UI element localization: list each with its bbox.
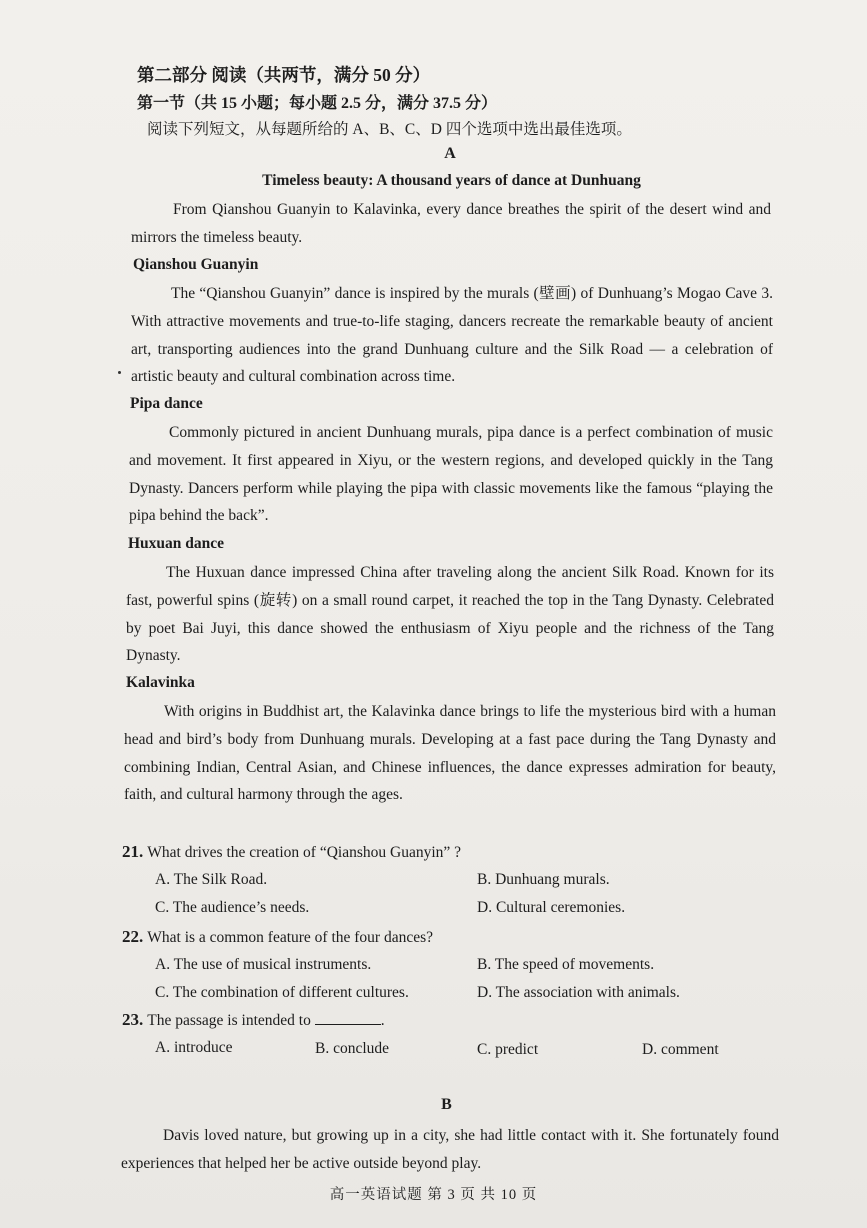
section-heading-pipa: Pipa dance [130, 395, 203, 412]
question-number: 21. [122, 842, 144, 861]
huxuan-paragraph: The Huxuan dance impressed China after traveling along the ancient Silk Road. Known for its fast, powerful spins (旋转) on a small round carpet, it reached the top in the Tang Dynasty. Celebrated by poet Bai Juyi, this dance showed the enthusiasm of Xiyu people and the richness of the Tang Dynasty. [126, 564, 774, 665]
question-stem: The passage is intended to [147, 1012, 311, 1029]
option-23-a[interactable]: A. introduce [155, 1039, 233, 1056]
answer-blank[interactable] [315, 1010, 381, 1025]
option-22-a[interactable]: A. The use of musical instruments. [155, 956, 372, 973]
question-number: 22. [122, 927, 144, 946]
question-number: 23. [122, 1010, 144, 1029]
passage-b-text [121, 1122, 779, 1178]
option-21-c[interactable]: C. The audience’s needs. [155, 899, 310, 916]
question-21 [122, 842, 461, 862]
section-text-huxuan [126, 559, 774, 670]
question-stem: What is a common feature of the four dances? [147, 929, 434, 946]
instructions: 阅读下列短文，从每题所给的 A、B、C、D 四个选项中选出最佳选项。 [147, 121, 632, 138]
page-footer: 高一英语试题 第 3 页 共 10 页 [329, 1187, 538, 1203]
option-23-d[interactable]: D. comment [642, 1041, 719, 1058]
intro-text: From Qianshou Guanyin to Kalavinka, every dance breathes the spirit of the desert wind and mirrors the timeless beauty. [131, 201, 771, 246]
option-23-c[interactable]: C. predict [477, 1041, 539, 1058]
option-22-b[interactable]: B. The speed of movements. [477, 956, 655, 973]
section-text-qianshou [131, 280, 773, 391]
question-stem: What drives the creation of “Qianshou Guanyin” ? [147, 844, 462, 861]
question-stem-end: . [380, 1012, 385, 1029]
pipa-paragraph: Commonly pictured in ancient Dunhuang murals, pipa dance is a perfect combination of music and movement. It first appeared in Xiyu, or the western regions, and developed quickly in the Tang Dynasty. Dancers perform while playing the pipa with classic movements like the famous “playing the pipa behind the back”. [129, 424, 773, 525]
option-21-d[interactable]: D. Cultural ceremonies. [477, 899, 626, 916]
option-22-d[interactable]: D. The association with animals. [477, 984, 680, 1001]
question-22 [122, 927, 433, 947]
passage-b-paragraph: Davis loved nature, but growing up in a city, she had little contact with it. She fortunately found experiences that helped her be active outside beyond play. [121, 1127, 779, 1172]
question-23 [122, 1010, 385, 1030]
kalavinka-paragraph: With origins in Buddhist art, the Kalavinka dance brings to life the mysterious bird with a human head and bird’s body from Dunhuang murals. Developing at a fast pace during the Tang Dynasty and combining Indian, Central Asian, and Chinese influences, the dance expresses admiration for beauty, faith, and cultural harmony through the ages. [124, 703, 776, 804]
passage-a-title: Timeless beauty: A thousand years of dance at Dunhuang [262, 172, 641, 189]
subsection-title: 第一节（共 15 小题；每小题 2.5 分，满分 37.5 分） [137, 95, 498, 112]
option-23-b[interactable]: B. conclude [315, 1040, 390, 1057]
passage-b-letter: B [441, 1096, 452, 1113]
option-22-c[interactable]: C. The combination of different cultures. [155, 984, 409, 1001]
section-title: 第二部分 阅读（共两节，满分 50 分） [137, 65, 431, 85]
option-21-b[interactable]: B. Dunhuang murals. [477, 871, 610, 888]
section-heading-qianshou: Qianshou Guanyin [133, 256, 259, 273]
section-text-pipa [129, 419, 773, 530]
passage-a-letter: A [444, 145, 456, 162]
qianshou-paragraph: The “Qianshou Guanyin” dance is inspired by the murals (壁画) of Dunhuang’s Mogao Cave 3. With attractive movements and true-to-life staging, dancers recreate the remarkable beauty of ancient art, transporting audiences into the grand Dunhuang culture and the Silk Road — a celebration of artistic beauty and cultural combination across time. [131, 285, 773, 386]
option-21-a[interactable]: A. The Silk Road. [155, 871, 268, 888]
section-heading-huxuan: Huxuan dance [128, 535, 225, 552]
stray-mark [118, 371, 121, 374]
section-heading-kalavinka: Kalavinka [126, 674, 195, 691]
passage-a-intro [131, 196, 771, 252]
section-text-kalavinka [124, 698, 776, 809]
